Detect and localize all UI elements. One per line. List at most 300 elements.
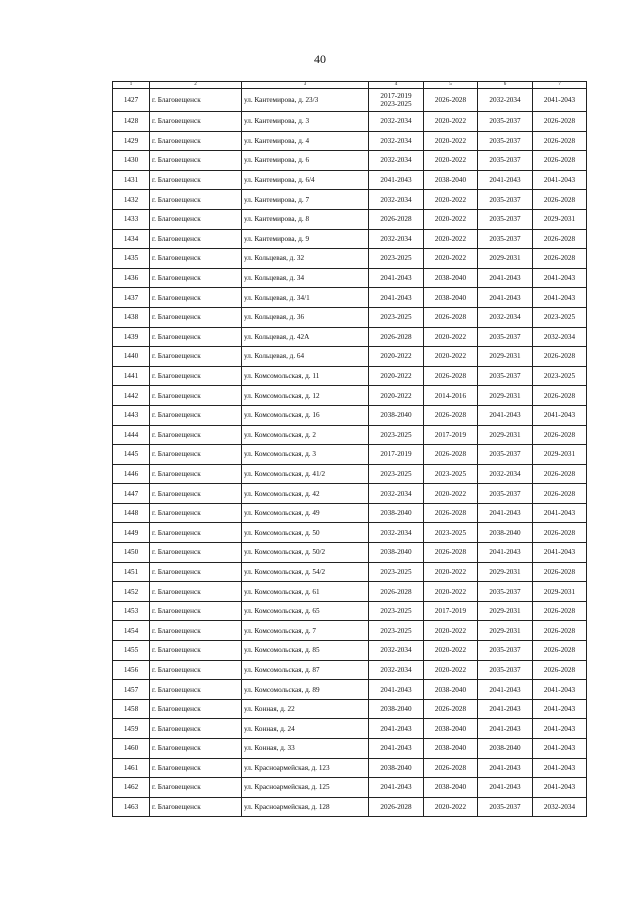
period-cell-col4: 2020-2022 xyxy=(369,386,424,406)
period-cell-col6: 2041-2043 xyxy=(478,503,533,523)
row-number-cell: 1443 xyxy=(113,405,150,425)
row-number-cell: 1451 xyxy=(113,562,150,582)
period-cell-col7: 2041-2043 xyxy=(533,719,587,739)
address-cell: ул. Комсомольская, д. 11 xyxy=(242,366,369,386)
period-cell-col7: 2026-2028 xyxy=(533,151,587,171)
period-cell-col7: 2041-2043 xyxy=(533,170,587,190)
row-number-cell: 1442 xyxy=(113,386,150,406)
period-cell-col6: 2029-2031 xyxy=(478,386,533,406)
period-cell-col5: 2020-2022 xyxy=(424,484,478,504)
period-cell-col6: 2029-2031 xyxy=(478,562,533,582)
period-cell-col4: 2026-2028 xyxy=(369,797,424,817)
city-cell: г. Благовещенск xyxy=(150,307,242,327)
period-cell-col5: 2020-2022 xyxy=(424,151,478,171)
period-cell-col7: 2026-2028 xyxy=(533,425,587,445)
table-row xyxy=(113,170,587,190)
period-cell-col4: 2038-2040 xyxy=(369,758,424,778)
city-cell: г. Благовещенск xyxy=(150,484,242,504)
row-number-cell: 1440 xyxy=(113,347,150,367)
city-cell: г. Благовещенск xyxy=(150,543,242,563)
period-cell-col5: 2026-2028 xyxy=(424,699,478,719)
period-cell-col4: 2032-2034 xyxy=(369,484,424,504)
period-cell-col4: 2032-2034 xyxy=(369,190,424,210)
period-cell-col5: 2020-2022 xyxy=(424,190,478,210)
city-cell: г. Благовещенск xyxy=(150,778,242,798)
address-cell: ул. Кантемирова, д. 9 xyxy=(242,229,369,249)
period-cell-col4: 2023-2025 xyxy=(369,601,424,621)
city-cell: г. Благовещенск xyxy=(150,209,242,229)
city-cell: г. Благовещенск xyxy=(150,170,242,190)
row-number-cell: 1453 xyxy=(113,601,150,621)
table-row xyxy=(113,582,587,602)
period-cell-col4: 2041-2043 xyxy=(369,288,424,308)
city-cell: г. Благовещенск xyxy=(150,523,242,543)
period-cell-col6: 2029-2031 xyxy=(478,347,533,367)
table-row xyxy=(113,523,587,543)
table-row xyxy=(113,699,587,719)
period-cell-col5: 2020-2022 xyxy=(424,660,478,680)
address-cell: ул. Кантемирова, д. 6/4 xyxy=(242,170,369,190)
period-cell-col7: 2029-2031 xyxy=(533,582,587,602)
period-cell-col4: 2032-2034 xyxy=(369,131,424,151)
period-cell-col6: 2035-2037 xyxy=(478,112,533,132)
address-cell: ул. Комсомольская, д. 41/2 xyxy=(242,464,369,484)
period-cell-col6: 2035-2037 xyxy=(478,131,533,151)
address-cell: ул. Конная, д. 33 xyxy=(242,739,369,759)
address-cell: ул. Комсомольская, д. 42 xyxy=(242,484,369,504)
address-cell: ул. Кольцевая, д. 42А xyxy=(242,327,369,347)
address-cell: ул. Красноармейская, д. 123 xyxy=(242,758,369,778)
city-cell: г. Благовещенск xyxy=(150,190,242,210)
period-line: 2023-2025 xyxy=(380,100,412,108)
city-cell: г. Благовещенск xyxy=(150,582,242,602)
period-cell-col5: 2026-2028 xyxy=(424,405,478,425)
column-header: 7 xyxy=(533,82,587,89)
period-cell-col6: 2035-2037 xyxy=(478,660,533,680)
city-cell: г. Благовещенск xyxy=(150,89,242,112)
city-cell: г. Благовещенск xyxy=(150,660,242,680)
period-cell-col7: 2026-2028 xyxy=(533,347,587,367)
city-cell: г. Благовещенск xyxy=(150,112,242,132)
period-cell-col5: 2020-2022 xyxy=(424,582,478,602)
period-cell-col5: 2023-2025 xyxy=(424,464,478,484)
period-cell-col5: 2026-2028 xyxy=(424,758,478,778)
period-cell-col6: 2041-2043 xyxy=(478,778,533,798)
period-cell-col5: 2020-2022 xyxy=(424,131,478,151)
city-cell: г. Благовещенск xyxy=(150,699,242,719)
row-number-cell: 1461 xyxy=(113,758,150,778)
column-header: 2 xyxy=(150,82,242,89)
period-cell-col7: 2026-2028 xyxy=(533,249,587,269)
row-number-cell: 1438 xyxy=(113,307,150,327)
row-number-cell: 1463 xyxy=(113,797,150,817)
period-cell-col7: 2026-2028 xyxy=(533,386,587,406)
period-cell-col4: 2023-2025 xyxy=(369,464,424,484)
table-header xyxy=(113,82,587,89)
period-cell-col6: 2035-2037 xyxy=(478,190,533,210)
period-cell-col7: 2026-2028 xyxy=(533,641,587,661)
row-number-cell: 1454 xyxy=(113,621,150,641)
period-cell-col5: 2020-2022 xyxy=(424,562,478,582)
table-row xyxy=(113,464,587,484)
period-cell-col5: 2020-2022 xyxy=(424,797,478,817)
housing-repair-schedule-table xyxy=(112,81,587,817)
city-cell: г. Благовещенск xyxy=(150,386,242,406)
page-number: 40 xyxy=(314,52,326,66)
period-cell-col6: 2035-2037 xyxy=(478,445,533,465)
period-cell-col7: 2041-2043 xyxy=(533,758,587,778)
city-cell: г. Благовещенск xyxy=(150,366,242,386)
period-cell-col4: 2023-2025 xyxy=(369,425,424,445)
address-cell: ул. Комсомольская, д. 7 xyxy=(242,621,369,641)
period-cell-col6: 2041-2043 xyxy=(478,758,533,778)
period-cell-col6: 2041-2043 xyxy=(478,680,533,700)
period-cell-col5: 2026-2028 xyxy=(424,89,478,112)
period-cell-col5: 2020-2022 xyxy=(424,249,478,269)
table-row xyxy=(113,347,587,367)
address-cell: ул. Кольцевая, д. 32 xyxy=(242,249,369,269)
period-cell-col4: 2038-2040 xyxy=(369,405,424,425)
address-cell: ул. Кантемирова, д. 3 xyxy=(242,112,369,132)
table-row xyxy=(113,190,587,210)
address-cell: ул. Комсомольская, д. 65 xyxy=(242,601,369,621)
period-cell-col5: 2017-2019 xyxy=(424,425,478,445)
table-row xyxy=(113,268,587,288)
address-cell: ул. Комсомольская, д. 2 xyxy=(242,425,369,445)
address-cell: ул. Комсомольская, д. 54/2 xyxy=(242,562,369,582)
period-cell-col5: 2038-2040 xyxy=(424,170,478,190)
address-cell: ул. Комсомольская, д. 49 xyxy=(242,503,369,523)
period-cell-col6: 2035-2037 xyxy=(478,797,533,817)
table-row xyxy=(113,719,587,739)
period-cell-col7: 2026-2028 xyxy=(533,562,587,582)
address-cell: ул. Комсомольская, д. 89 xyxy=(242,680,369,700)
table-row xyxy=(113,562,587,582)
period-cell-col4: 2032-2034 xyxy=(369,229,424,249)
period-cell-col5: 2038-2040 xyxy=(424,680,478,700)
table-body xyxy=(113,89,587,817)
table-row xyxy=(113,307,587,327)
table-row xyxy=(113,543,587,563)
period-cell-col5: 2014-2016 xyxy=(424,386,478,406)
table-row xyxy=(113,327,587,347)
period-cell-col7: 2026-2028 xyxy=(533,601,587,621)
table-row xyxy=(113,89,587,112)
row-number-cell: 1450 xyxy=(113,543,150,563)
row-number-cell: 1460 xyxy=(113,739,150,759)
period-cell-col4: 2032-2034 xyxy=(369,660,424,680)
period-cell-col4: 2041-2043 xyxy=(369,719,424,739)
period-cell-col4: 2041-2043 xyxy=(369,778,424,798)
table-row xyxy=(113,131,587,151)
period-cell-col7: 2041-2043 xyxy=(533,680,587,700)
row-number-cell: 1429 xyxy=(113,131,150,151)
column-header: 3 xyxy=(242,82,369,89)
city-cell: г. Благовещенск xyxy=(150,288,242,308)
row-number-cell: 1449 xyxy=(113,523,150,543)
row-number-cell: 1436 xyxy=(113,268,150,288)
row-number-cell: 1455 xyxy=(113,641,150,661)
period-cell-col4: 2023-2025 xyxy=(369,562,424,582)
period-cell-col6: 2041-2043 xyxy=(478,699,533,719)
address-cell: ул. Кантемирова, д. 7 xyxy=(242,190,369,210)
address-cell: ул. Кольцевая, д. 34 xyxy=(242,268,369,288)
period-cell-col4: 2041-2043 xyxy=(369,170,424,190)
period-cell-col7: 2041-2043 xyxy=(533,739,587,759)
period-cell-col5: 2020-2022 xyxy=(424,641,478,661)
period-cell-col7: 2026-2028 xyxy=(533,660,587,680)
row-number-cell: 1428 xyxy=(113,112,150,132)
period-cell-col5: 2023-2025 xyxy=(424,523,478,543)
row-number-cell: 1458 xyxy=(113,699,150,719)
address-cell: ул. Конная, д. 24 xyxy=(242,719,369,739)
address-cell: ул. Комсомольская, д. 12 xyxy=(242,386,369,406)
period-cell-col6: 2035-2037 xyxy=(478,151,533,171)
row-number-cell: 1441 xyxy=(113,366,150,386)
address-cell: ул. Комсомольская, д. 16 xyxy=(242,405,369,425)
address-cell: ул. Конная, д. 22 xyxy=(242,699,369,719)
period-cell-col4: 2038-2040 xyxy=(369,699,424,719)
period-cell-col5: 2038-2040 xyxy=(424,719,478,739)
period-cell-col5: 2026-2028 xyxy=(424,503,478,523)
period-cell-col6: 2041-2043 xyxy=(478,719,533,739)
period-cell-col6: 2035-2037 xyxy=(478,641,533,661)
period-cell-col5: 2026-2028 xyxy=(424,307,478,327)
period-cell-col4: 2023-2025 xyxy=(369,249,424,269)
address-cell: ул. Кольцевая, д. 34/1 xyxy=(242,288,369,308)
period-cell-col4 xyxy=(369,89,424,112)
period-cell-col4: 2026-2028 xyxy=(369,209,424,229)
row-number-cell: 1435 xyxy=(113,249,150,269)
table-row xyxy=(113,739,587,759)
period-cell-col6: 2038-2040 xyxy=(478,739,533,759)
period-cell-col7: 2026-2028 xyxy=(533,131,587,151)
period-cell-col6: 2035-2037 xyxy=(478,327,533,347)
table-row xyxy=(113,229,587,249)
period-cell-col7: 2041-2043 xyxy=(533,503,587,523)
row-number-cell: 1439 xyxy=(113,327,150,347)
city-cell: г. Благовещенск xyxy=(150,405,242,425)
address-cell: ул. Комсомольская, д. 85 xyxy=(242,641,369,661)
period-cell-col6: 2041-2043 xyxy=(478,288,533,308)
city-cell: г. Благовещенск xyxy=(150,680,242,700)
period-cell-col6: 2041-2043 xyxy=(478,268,533,288)
column-header: 5 xyxy=(424,82,478,89)
city-cell: г. Благовещенск xyxy=(150,151,242,171)
address-cell: ул. Кантемирова, д. 8 xyxy=(242,209,369,229)
address-cell: ул. Комсомольская, д. 61 xyxy=(242,582,369,602)
period-cell-col5: 2020-2022 xyxy=(424,209,478,229)
period-cell-col7: 2023-2025 xyxy=(533,307,587,327)
city-cell: г. Благовещенск xyxy=(150,327,242,347)
table-row xyxy=(113,621,587,641)
period-cell-col7: 2041-2043 xyxy=(533,699,587,719)
period-cell-col7: 2041-2043 xyxy=(533,268,587,288)
table-row xyxy=(113,484,587,504)
table-row xyxy=(113,249,587,269)
period-cell-col4: 2017-2019 xyxy=(369,445,424,465)
table-row xyxy=(113,641,587,661)
period-cell-col7: 2023-2025 xyxy=(533,366,587,386)
period-line: 2017-2019 xyxy=(380,92,412,100)
period-cell-col7: 2026-2028 xyxy=(533,229,587,249)
row-number-cell: 1445 xyxy=(113,445,150,465)
row-number-cell: 1430 xyxy=(113,151,150,171)
period-cell-col5: 2038-2040 xyxy=(424,739,478,759)
period-cell-col5: 2038-2040 xyxy=(424,288,478,308)
city-cell: г. Благовещенск xyxy=(150,249,242,269)
address-cell: ул. Кантемирова, д. 4 xyxy=(242,131,369,151)
table-row xyxy=(113,151,587,171)
city-cell: г. Благовещенск xyxy=(150,758,242,778)
column-header: 6 xyxy=(478,82,533,89)
period-cell-col7: 2041-2043 xyxy=(533,778,587,798)
table-row xyxy=(113,601,587,621)
address-cell: ул. Комсомольская, д. 3 xyxy=(242,445,369,465)
row-number-cell: 1446 xyxy=(113,464,150,484)
period-cell-col6: 2029-2031 xyxy=(478,621,533,641)
city-cell: г. Благовещенск xyxy=(150,719,242,739)
row-number-cell: 1433 xyxy=(113,209,150,229)
period-cell-col7: 2026-2028 xyxy=(533,190,587,210)
period-cell-col5: 2026-2028 xyxy=(424,543,478,563)
period-cell-col5: 2026-2028 xyxy=(424,366,478,386)
row-number-cell: 1462 xyxy=(113,778,150,798)
period-cell-col4: 2020-2022 xyxy=(369,347,424,367)
city-cell: г. Благовещенск xyxy=(150,464,242,484)
table-row xyxy=(113,425,587,445)
period-cell-col4: 2026-2028 xyxy=(369,327,424,347)
period-cell-col4: 2026-2028 xyxy=(369,582,424,602)
row-number-cell: 1434 xyxy=(113,229,150,249)
row-number-cell: 1431 xyxy=(113,170,150,190)
period-cell-col5: 2026-2028 xyxy=(424,445,478,465)
period-cell-col4: 2041-2043 xyxy=(369,739,424,759)
period-cell-col6: 2038-2040 xyxy=(478,523,533,543)
city-cell: г. Благовещенск xyxy=(150,445,242,465)
city-cell: г. Благовещенск xyxy=(150,621,242,641)
period-cell-col5: 2020-2022 xyxy=(424,112,478,132)
period-cell-col5: 2020-2022 xyxy=(424,621,478,641)
period-cell-col4: 2032-2034 xyxy=(369,523,424,543)
city-cell: г. Благовещенск xyxy=(150,797,242,817)
table-row xyxy=(113,288,587,308)
period-cell-col6: 2035-2037 xyxy=(478,229,533,249)
period-cell-col4: 2041-2043 xyxy=(369,680,424,700)
period-cell-col6: 2032-2034 xyxy=(478,307,533,327)
period-cell-col6: 2041-2043 xyxy=(478,170,533,190)
city-cell: г. Благовещенск xyxy=(150,268,242,288)
period-cell-col4: 2023-2025 xyxy=(369,307,424,327)
period-cell-col7: 2026-2028 xyxy=(533,523,587,543)
table-row xyxy=(113,366,587,386)
city-cell: г. Благовещенск xyxy=(150,503,242,523)
period-cell-col6: 2032-2034 xyxy=(478,89,533,112)
address-cell: ул. Кантемирова, д. 23/3 xyxy=(242,89,369,112)
city-cell: г. Благовещенск xyxy=(150,131,242,151)
period-cell-col4: 2038-2040 xyxy=(369,503,424,523)
period-cell-col7: 2041-2043 xyxy=(533,288,587,308)
address-cell: ул. Комсомольская, д. 50/2 xyxy=(242,543,369,563)
period-cell-col6: 2029-2031 xyxy=(478,425,533,445)
period-cell-col4: 2032-2034 xyxy=(369,112,424,132)
address-cell: ул. Красноармейская, д. 125 xyxy=(242,778,369,798)
period-cell-col7: 2026-2028 xyxy=(533,464,587,484)
table-row xyxy=(113,680,587,700)
table-row xyxy=(113,209,587,229)
period-cell-col7: 2041-2043 xyxy=(533,405,587,425)
period-cell-col4: 2032-2034 xyxy=(369,151,424,171)
row-number-cell: 1459 xyxy=(113,719,150,739)
city-cell: г. Благовещенск xyxy=(150,739,242,759)
period-cell-col7: 2041-2043 xyxy=(533,89,587,112)
city-cell: г. Благовещенск xyxy=(150,641,242,661)
address-cell: ул. Кантемирова, д. 6 xyxy=(242,151,369,171)
period-cell-col7: 2026-2028 xyxy=(533,484,587,504)
period-cell-col6: 2035-2037 xyxy=(478,366,533,386)
row-number-cell: 1448 xyxy=(113,503,150,523)
period-cell-col6: 2032-2034 xyxy=(478,464,533,484)
period-cell-col6: 2035-2037 xyxy=(478,209,533,229)
address-cell: ул. Кольцевая, д. 64 xyxy=(242,347,369,367)
address-cell: ул. Комсомольская, д. 50 xyxy=(242,523,369,543)
row-number-cell: 1452 xyxy=(113,582,150,602)
period-cell-col5: 2020-2022 xyxy=(424,347,478,367)
period-cell-col5: 2020-2022 xyxy=(424,327,478,347)
table-row xyxy=(113,112,587,132)
period-cell-col5: 2038-2040 xyxy=(424,268,478,288)
period-cell-col7: 2041-2043 xyxy=(533,543,587,563)
table-row xyxy=(113,503,587,523)
table-row xyxy=(113,386,587,406)
period-cell-col6: 2029-2031 xyxy=(478,249,533,269)
city-cell: г. Благовещенск xyxy=(150,229,242,249)
table-row xyxy=(113,660,587,680)
period-cell-col4: 2023-2025 xyxy=(369,621,424,641)
column-header: 4 xyxy=(369,82,424,89)
column-number-row xyxy=(113,82,587,89)
address-cell: ул. Комсомольская, д. 87 xyxy=(242,660,369,680)
city-cell: г. Благовещенск xyxy=(150,425,242,445)
period-cell-col7: 2029-2031 xyxy=(533,209,587,229)
row-number-cell: 1457 xyxy=(113,680,150,700)
period-cell-col6: 2041-2043 xyxy=(478,543,533,563)
period-cell-col7: 2026-2028 xyxy=(533,621,587,641)
period-cell-col5: 2038-2040 xyxy=(424,778,478,798)
period-cell-col6: 2041-2043 xyxy=(478,405,533,425)
row-number-cell: 1447 xyxy=(113,484,150,504)
table-row xyxy=(113,405,587,425)
address-cell: ул. Кольцевая, д. 36 xyxy=(242,307,369,327)
period-cell-col6: 2035-2037 xyxy=(478,484,533,504)
city-cell: г. Благовещенск xyxy=(150,347,242,367)
table-row xyxy=(113,797,587,817)
period-cell-col7: 2029-2031 xyxy=(533,445,587,465)
period-cell-col4: 2041-2043 xyxy=(369,268,424,288)
row-number-cell: 1456 xyxy=(113,660,150,680)
row-number-cell: 1437 xyxy=(113,288,150,308)
city-cell: г. Благовещенск xyxy=(150,601,242,621)
table-row xyxy=(113,445,587,465)
row-number-cell: 1427 xyxy=(113,89,150,112)
table-row xyxy=(113,758,587,778)
period-cell-col6: 2035-2037 xyxy=(478,582,533,602)
column-header: 1 xyxy=(113,82,150,89)
period-cell-col7: 2026-2028 xyxy=(533,112,587,132)
period-cell-col7: 2032-2034 xyxy=(533,797,587,817)
period-cell-col4: 2032-2034 xyxy=(369,641,424,661)
table-row xyxy=(113,778,587,798)
